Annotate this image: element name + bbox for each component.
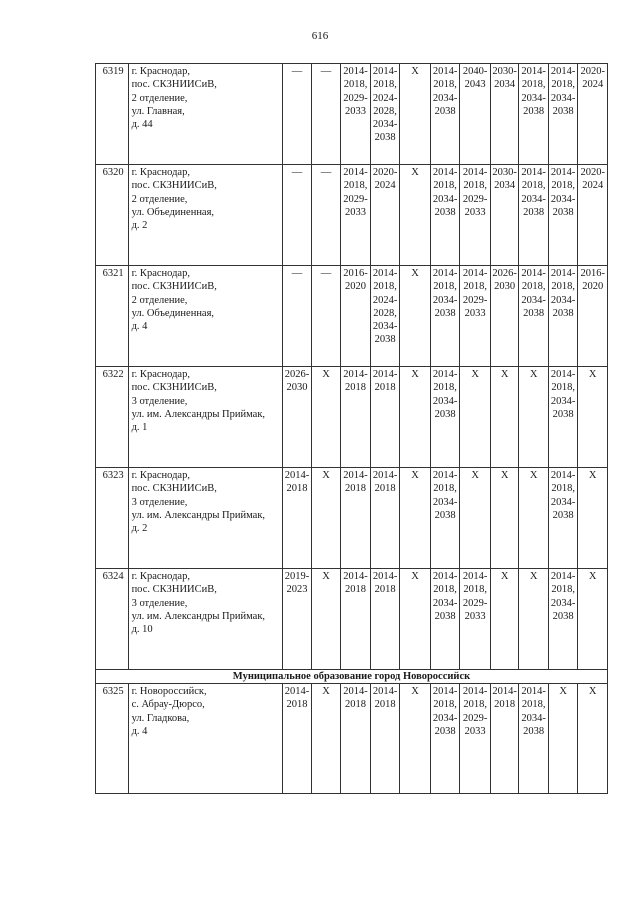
period-cell: 2014- 2018, 2034- 2038 xyxy=(548,266,578,367)
period-cell: X xyxy=(311,367,341,468)
period-cell: 2014- 2018, 2029- 2033 xyxy=(460,165,491,266)
period-cell: 2014- 2018, 2034- 2038 xyxy=(430,684,460,794)
period-cell: X xyxy=(460,468,491,569)
period-cell: 2016- 2020 xyxy=(341,266,371,367)
period-cell: X xyxy=(490,569,519,670)
period-cell: 2014- 2018 xyxy=(341,367,371,468)
period-cell: 2014- 2018, 2034- 2038 xyxy=(519,64,549,165)
period-cell: X xyxy=(578,684,608,794)
period-cell: X xyxy=(490,468,519,569)
address-cell: г. Новороссийск, с. Абрау-Дюрсо, ул. Гладкова, д. 4 xyxy=(128,684,283,794)
period-cell: 2014- 2018, 2034- 2038 xyxy=(519,684,549,794)
period-cell: 2020- 2024 xyxy=(578,165,608,266)
period-cell: X xyxy=(400,266,431,367)
table-row xyxy=(96,684,608,794)
period-cell: 2014- 2018, 2024- 2028, 2034- 2038 xyxy=(370,266,400,367)
period-cell: X xyxy=(460,367,491,468)
period-cell: 2014- 2018 xyxy=(341,569,371,670)
period-cell: — xyxy=(283,64,312,165)
period-cell: 2014- 2018, 2034- 2038 xyxy=(548,64,578,165)
period-cell: X xyxy=(490,367,519,468)
period-cell: X xyxy=(400,367,431,468)
period-cell: 2014- 2018, 2029- 2033 xyxy=(460,684,491,794)
period-cell: X xyxy=(578,367,608,468)
table-row xyxy=(96,367,608,468)
table-row xyxy=(96,569,608,670)
period-cell: X xyxy=(548,684,578,794)
period-cell: 2026- 2030 xyxy=(490,266,519,367)
table-row xyxy=(96,468,608,569)
period-cell: 2014- 2018, 2024- 2028, 2034- 2038 xyxy=(370,64,400,165)
period-cell: 2014- 2018, 2034- 2038 xyxy=(430,367,460,468)
row-number: 6325 xyxy=(96,684,129,794)
period-cell: 2014- 2018 xyxy=(341,468,371,569)
period-cell: 2014- 2018, 2034- 2038 xyxy=(548,468,578,569)
address-cell: г. Краснодар, пос. СКЗНИИСиВ, 3 отделение, ул. им. Александры Приймак, д. 1 xyxy=(128,367,283,468)
period-cell: 2014- 2018 xyxy=(341,684,371,794)
period-cell: 2014- 2018, 2034- 2038 xyxy=(519,165,549,266)
row-number: 6319 xyxy=(96,64,129,165)
row-number: 6324 xyxy=(96,569,129,670)
section-header: Муниципальное образование город Новороссийск xyxy=(96,670,608,684)
row-number: 6323 xyxy=(96,468,129,569)
row-number: 6320 xyxy=(96,165,129,266)
period-cell: — xyxy=(283,165,312,266)
period-cell: 2014- 2018 xyxy=(283,684,312,794)
period-cell: X xyxy=(400,64,431,165)
period-cell: X xyxy=(519,569,549,670)
address-cell: г. Краснодар, пос. СКЗНИИСиВ, 2 отделение, ул. Главная, д. 44 xyxy=(128,64,283,165)
period-cell: X xyxy=(400,684,431,794)
period-cell: 2014- 2018, 2034- 2038 xyxy=(548,367,578,468)
period-cell: 2020- 2024 xyxy=(578,64,608,165)
period-cell: 2014- 2018, 2034- 2038 xyxy=(548,569,578,670)
period-cell: X xyxy=(578,468,608,569)
period-cell: 2014- 2018 xyxy=(370,468,400,569)
period-cell: 2014- 2018, 2029- 2033 xyxy=(341,165,371,266)
period-cell: X xyxy=(400,165,431,266)
period-cell: 2019- 2023 xyxy=(283,569,312,670)
period-cell: 2014- 2018, 2034- 2038 xyxy=(430,468,460,569)
period-cell: X xyxy=(311,684,341,794)
period-cell: 2014- 2018 xyxy=(370,569,400,670)
period-cell: 2014- 2018 xyxy=(370,367,400,468)
period-cell: 2014- 2018, 2029- 2033 xyxy=(341,64,371,165)
section-header-row xyxy=(96,670,608,684)
period-cell: 2014- 2018, 2034- 2038 xyxy=(430,569,460,670)
page-number: 616 xyxy=(311,30,329,42)
period-cell: X xyxy=(578,569,608,670)
period-cell: X xyxy=(311,468,341,569)
period-cell: 2014- 2018, 2034- 2038 xyxy=(430,266,460,367)
period-cell: 2014- 2018, 2034- 2038 xyxy=(430,64,460,165)
period-cell: X xyxy=(311,569,341,670)
period-cell: — xyxy=(311,64,341,165)
period-cell: — xyxy=(311,266,341,367)
address-cell: г. Краснодар, пос. СКЗНИИСиВ, 3 отделение, ул. им. Александры Приймак, д. 10 xyxy=(128,569,283,670)
address-cell: г. Краснодар, пос. СКЗНИИСиВ, 2 отделение, ул. Объединенная, д. 4 xyxy=(128,266,283,367)
period-cell: X xyxy=(519,367,549,468)
period-cell: 2014- 2018, 2029- 2033 xyxy=(460,569,491,670)
schedule-table xyxy=(95,63,608,794)
period-cell: X xyxy=(400,569,431,670)
period-cell: — xyxy=(283,266,312,367)
row-number: 6321 xyxy=(96,266,129,367)
period-cell: X xyxy=(519,468,549,569)
period-cell: X xyxy=(400,468,431,569)
table-row xyxy=(96,266,608,367)
period-cell: 2014- 2018, 2034- 2038 xyxy=(519,266,549,367)
period-cell: 2040- 2043 xyxy=(460,64,491,165)
row-number: 6322 xyxy=(96,367,129,468)
period-cell: 2030- 2034 xyxy=(490,165,519,266)
period-cell: — xyxy=(311,165,341,266)
period-cell: 2014- 2018 xyxy=(283,468,312,569)
period-cell: 2014- 2018, 2034- 2038 xyxy=(548,165,578,266)
period-cell: 2014- 2018, 2034- 2038 xyxy=(430,165,460,266)
period-cell: 2030- 2034 xyxy=(490,64,519,165)
table-row xyxy=(96,165,608,266)
address-cell: г. Краснодар, пос. СКЗНИИСиВ, 3 отделение, ул. им. Александры Приймак, д. 2 xyxy=(128,468,283,569)
period-cell: 2014- 2018 xyxy=(490,684,519,794)
period-cell: 2014- 2018, 2029- 2033 xyxy=(460,266,491,367)
table-row xyxy=(96,64,608,165)
period-cell: 2016- 2020 xyxy=(578,266,608,367)
period-cell: 2026- 2030 xyxy=(283,367,312,468)
period-cell: 2014- 2018 xyxy=(370,684,400,794)
address-cell: г. Краснодар, пос. СКЗНИИСиВ, 2 отделение, ул. Объединенная, д. 2 xyxy=(128,165,283,266)
period-cell: 2020- 2024 xyxy=(370,165,400,266)
table-body xyxy=(96,64,608,794)
